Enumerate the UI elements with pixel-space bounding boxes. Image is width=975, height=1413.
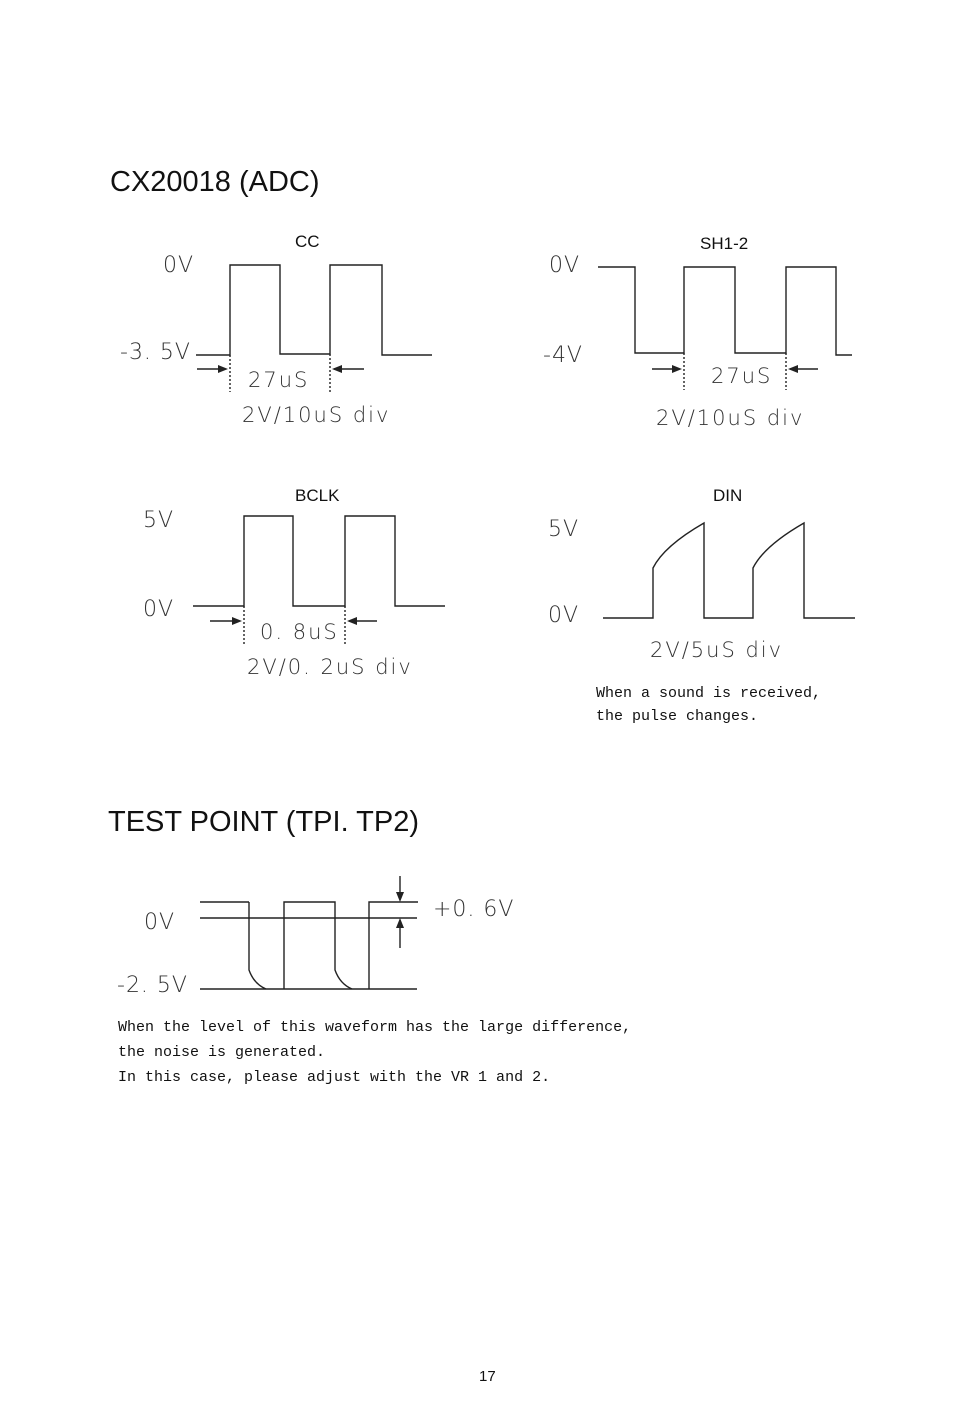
din-high-voltage: 5V bbox=[548, 517, 580, 542]
bclk-scale-label: 2V/0. 2uS div bbox=[247, 655, 413, 679]
test-point-note-line-1: When the level of this waveform has the large difference, bbox=[118, 1019, 632, 1036]
section-title-adc: CX20018 (ADC) bbox=[110, 166, 320, 198]
sh12-signal-label: SH1-2 bbox=[700, 234, 749, 253]
test-point-note-line-2: the noise is generated. bbox=[118, 1044, 326, 1061]
din-scale-label: 2V/5uS div bbox=[650, 638, 784, 662]
sh12-high-voltage: 0V bbox=[549, 253, 581, 278]
cc-waveform bbox=[196, 265, 432, 392]
cc-low-voltage: -3. 5V bbox=[120, 340, 191, 365]
din-note-line-1: When a sound is received, bbox=[596, 685, 822, 702]
din-note-line-2: the pulse changes. bbox=[596, 708, 759, 725]
bclk-signal-label: BCLK bbox=[295, 486, 340, 505]
sh12-low-voltage: -4V bbox=[543, 343, 583, 368]
page-number: 17 bbox=[479, 1368, 496, 1385]
din-waveform bbox=[603, 523, 855, 618]
test-point-offset-voltage: +0. 6V bbox=[433, 897, 515, 922]
test-point-note-line-3: In this case, please adjust with the VR 1 and 2. bbox=[118, 1069, 551, 1086]
section-title-test-point: TEST POINT (TPI. TP2) bbox=[108, 806, 419, 838]
cc-high-voltage: 0V bbox=[163, 253, 195, 278]
test-point-low-voltage: -2. 5V bbox=[117, 973, 188, 998]
din-signal-label: DIN bbox=[713, 486, 743, 505]
sh12-period-label: 27uS bbox=[711, 364, 773, 388]
test-point-waveform bbox=[200, 876, 418, 989]
sh12-scale-label: 2V/10uS div bbox=[656, 406, 805, 430]
bclk-low-voltage: 0V bbox=[143, 597, 175, 622]
cc-period-label: 27uS bbox=[248, 368, 310, 392]
test-point-zero-voltage: 0V bbox=[144, 910, 176, 935]
cc-signal-label: CC bbox=[295, 232, 320, 251]
din-low-voltage: 0V bbox=[548, 603, 580, 628]
cc-scale-label: 2V/10uS div bbox=[242, 403, 391, 427]
bclk-high-voltage: 5V bbox=[143, 508, 175, 533]
bclk-period-label: 0. 8uS bbox=[260, 620, 339, 644]
